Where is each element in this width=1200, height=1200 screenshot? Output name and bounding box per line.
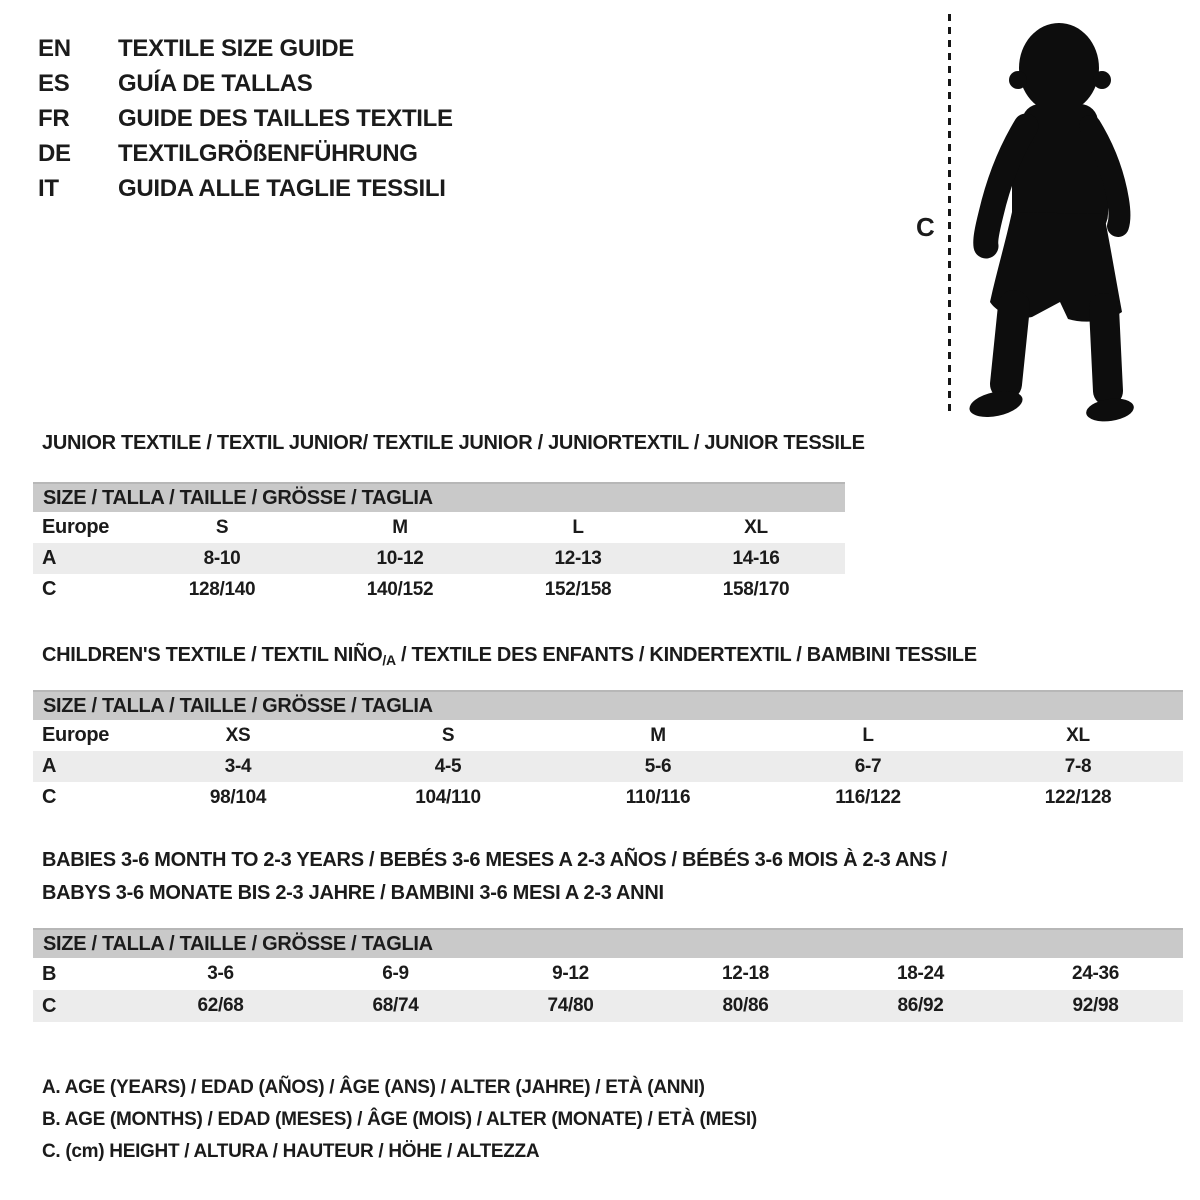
row-label: C — [42, 786, 57, 808]
language-code: DE — [38, 140, 71, 167]
baby-silhouette-icon — [962, 16, 1140, 424]
table-row — [33, 512, 845, 543]
table-body — [33, 958, 1183, 1022]
language-row — [38, 66, 453, 101]
size-value: 5-6 — [644, 756, 672, 777]
row-label: A — [42, 547, 57, 569]
babies-title-line1: BABIES 3-6 MONTH TO 2-3 YEARS / BEBÉS 3-6 MESES A 2-3 AÑOS / BÉBÉS 3-6 MOIS À 2-3 ANS / — [42, 849, 947, 871]
legend-line-height: C. (cm) HEIGHT / ALTURA / HAUTEUR / HÖHE / ALTEZZA — [42, 1141, 540, 1162]
table-row — [33, 751, 1183, 782]
babies-title-line2: BABYS 3-6 MONATE BIS 2-3 JAHRE / BAMBINI 3-6 MESI A 2-3 ANNI — [42, 882, 664, 904]
size-value: 10-12 — [376, 548, 424, 569]
size-value: 122/128 — [1044, 787, 1112, 808]
language-code: EN — [38, 35, 71, 62]
size-value: 3-4 — [224, 756, 252, 777]
size-value: XS — [225, 725, 251, 746]
size-value: XL — [744, 517, 768, 538]
size-value: 12-18 — [721, 963, 770, 984]
row-label: Europe — [42, 724, 110, 746]
language-code: FR — [38, 105, 70, 132]
babies-section-title — [42, 849, 947, 904]
size-value: 104/110 — [415, 787, 481, 808]
language-code: IT — [38, 175, 59, 202]
size-value: 9-12 — [552, 963, 589, 984]
table-row — [33, 958, 1183, 990]
size-value: 152/158 — [544, 579, 612, 600]
guide-title: GUÍA DE TALLAS — [118, 70, 313, 97]
table-row — [33, 782, 1183, 813]
size-value: 74/80 — [547, 995, 594, 1016]
size-value: 24-36 — [1071, 963, 1120, 984]
size-value: 116/122 — [835, 787, 901, 808]
junior-size-table — [33, 482, 845, 605]
babies-size-table — [33, 928, 1183, 1022]
size-value: XL — [1066, 725, 1090, 746]
size-value: 12-13 — [554, 548, 602, 569]
size-value: 86/92 — [897, 995, 944, 1016]
row-label: Europe — [42, 516, 110, 538]
size-table-header: SIZE / TALLA / TAILLE / GRÖSSE / TAGLIA — [33, 928, 1183, 958]
size-value: 98/104 — [209, 787, 267, 808]
size-value: S — [441, 725, 455, 746]
guide-title: GUIDE DES TAILLES TEXTILE — [118, 105, 453, 132]
size-value: 110/116 — [625, 787, 691, 808]
row-label: C — [42, 578, 57, 600]
table-row — [33, 543, 845, 574]
size-value: 8-10 — [203, 548, 241, 569]
table-body — [33, 512, 845, 605]
title-text: / TEXTILE DES ENFANTS / KINDERTEXTIL / BAMBINI TESSILE — [395, 644, 977, 666]
guide-title: TEXTILE SIZE GUIDE — [118, 35, 354, 62]
legend-line-age-months: B. AGE (MONTHS) / EDAD (MESES) / ÂGE (MOIS) / ALTER (MONATE) / ETÀ (MESI) — [42, 1109, 757, 1130]
size-value: M — [650, 725, 666, 746]
children-section-title — [42, 644, 977, 667]
size-value: 80/86 — [722, 995, 769, 1016]
size-value: 140/152 — [366, 579, 434, 600]
row-label: A — [42, 755, 57, 777]
junior-section-title: JUNIOR TEXTILE / TEXTIL JUNIOR/ TEXTILE JUNIOR / JUNIORTEXTIL / JUNIOR TESSILE — [42, 432, 865, 454]
size-value: L — [862, 725, 874, 746]
guide-title: TEXTILGRÖßENFÜHRUNG — [118, 140, 418, 167]
size-value: 158/170 — [722, 579, 790, 600]
children-size-table — [33, 690, 1183, 813]
table-row — [33, 574, 845, 605]
measure-legend — [42, 1072, 757, 1168]
table-row — [33, 720, 1183, 751]
size-value: 18-24 — [896, 963, 945, 984]
language-row — [38, 136, 453, 171]
language-code: ES — [38, 70, 70, 97]
guide-title: GUIDA ALLE TAGLIE TESSILI — [118, 175, 446, 202]
size-table-header: SIZE / TALLA / TAILLE / GRÖSSE / TAGLIA — [33, 482, 845, 512]
table-row — [33, 990, 1183, 1022]
language-row — [38, 171, 453, 206]
size-value: 62/68 — [197, 995, 244, 1016]
title-text: CHILDREN'S TEXTILE / TEXTIL NIÑO — [42, 644, 383, 666]
row-label: B — [42, 963, 57, 985]
size-value: M — [392, 517, 408, 538]
size-value: 3-6 — [207, 963, 234, 984]
size-table-header: SIZE / TALLA / TAILLE / GRÖSSE / TAGLIA — [33, 690, 1183, 720]
size-value: L — [572, 517, 584, 538]
size-value: 4-5 — [434, 756, 462, 777]
row-label: C — [42, 995, 57, 1017]
size-value: S — [215, 517, 229, 538]
size-value: 7-8 — [1064, 756, 1092, 777]
language-row — [38, 101, 453, 136]
language-row — [38, 31, 453, 66]
height-dashed-line — [948, 14, 951, 416]
legend-line-age-years: A. AGE (YEARS) / EDAD (AÑOS) / ÂGE (ANS) / ALTER (JAHRE) / ETÀ (ANNI) — [42, 1077, 705, 1098]
size-value: 128/140 — [188, 579, 256, 600]
table-body — [33, 720, 1183, 813]
height-measure-label: C — [916, 212, 935, 242]
title-subscript: /A — [382, 652, 396, 668]
size-value: 6-9 — [382, 963, 409, 984]
size-value: 6-7 — [854, 756, 882, 777]
size-value: 14-16 — [732, 548, 780, 569]
size-value: 68/74 — [372, 995, 419, 1016]
size-value: 92/98 — [1072, 995, 1119, 1016]
language-title-list — [38, 31, 453, 206]
